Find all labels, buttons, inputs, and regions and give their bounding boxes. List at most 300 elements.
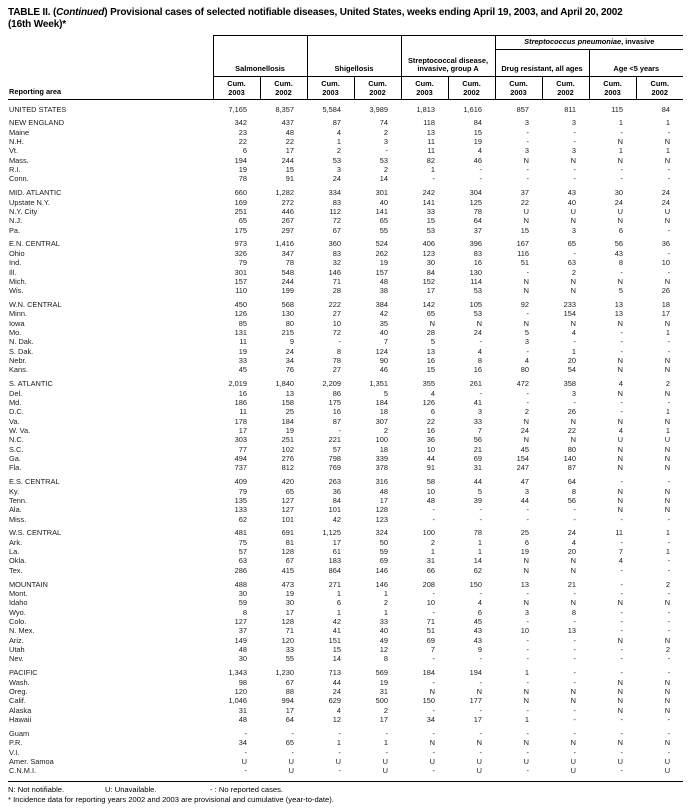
value-cell: 9: [289, 337, 295, 347]
reporting-area-cell: Tex.: [9, 565, 23, 575]
value-cell: 1: [383, 607, 389, 617]
footnotes: [8, 781, 683, 805]
value-cell: 65: [426, 309, 436, 319]
value-cell: 30: [614, 188, 624, 198]
value-cell: 9: [477, 645, 483, 655]
value-cell: 35: [379, 318, 389, 328]
value-cell: 342: [234, 118, 247, 128]
value-cell: 90: [379, 356, 389, 366]
value-cell: 3: [571, 146, 577, 156]
value-cell: 178: [234, 416, 247, 426]
value-cell: 127: [234, 617, 247, 627]
value-cell: 91: [285, 174, 295, 184]
value-cell: -: [573, 127, 577, 137]
value-cell: 16: [238, 388, 247, 398]
value-cell: 44: [426, 454, 436, 464]
value-cell: -: [620, 589, 624, 598]
value-cell: 67: [285, 677, 295, 687]
table-row: [8, 477, 683, 486]
table-row: [8, 268, 683, 277]
value-cell: 184: [422, 668, 436, 678]
value-cell: 301: [234, 267, 247, 277]
value-cell: 112: [329, 206, 342, 216]
value-cell: 62: [238, 514, 247, 524]
value-cell: 17: [473, 714, 483, 724]
value-cell: N: [523, 556, 530, 566]
title-line2: (16th Week)*: [8, 19, 67, 30]
value-cell: 251: [281, 435, 295, 445]
value-cell: 45: [520, 444, 530, 454]
value-cell: 11: [239, 337, 247, 347]
table-row: [8, 347, 683, 356]
col-shigellosis-cum-2003: Cum. 2003: [307, 77, 354, 100]
value-cell: 6: [430, 407, 436, 417]
reporting-area-cell: N.Y. City: [9, 206, 38, 216]
value-cell: 1: [430, 165, 436, 175]
value-cell: 488: [234, 579, 247, 589]
value-cell: -: [432, 589, 436, 598]
value-cell: 1: [524, 714, 530, 724]
value-cell: 481: [234, 528, 247, 538]
value-cell: 128: [281, 547, 295, 557]
value-cell: -: [338, 766, 342, 776]
value-cell: 2: [665, 579, 671, 589]
value-cell: 84: [473, 118, 483, 128]
value-cell: -: [667, 337, 671, 347]
value-cell: -: [338, 747, 342, 757]
value-cell: 150: [469, 579, 483, 589]
reporting-area-cell: Iowa: [9, 318, 25, 328]
value-cell: -: [573, 248, 577, 258]
value-cell: 175: [234, 225, 247, 235]
value-cell: 12: [332, 714, 342, 724]
value-cell: -: [432, 728, 436, 738]
value-cell: -: [620, 728, 624, 738]
value-cell: U: [476, 756, 483, 766]
value-cell: 36: [426, 435, 436, 445]
table-row: [8, 538, 683, 547]
value-cell: 6: [242, 146, 247, 156]
value-cell: U: [523, 206, 530, 216]
value-cell: 67: [332, 225, 342, 235]
value-cell: 473: [281, 579, 295, 589]
table-row: [8, 757, 683, 766]
value-cell: 44: [520, 495, 530, 505]
value-cell: -: [432, 705, 436, 715]
reporting-area-cell: S. ATLANTIC: [9, 379, 53, 389]
value-cell: 22: [520, 197, 530, 207]
value-cell: -: [526, 505, 530, 515]
value-cell: 123: [375, 514, 389, 524]
reporting-area-cell: R.I.: [9, 165, 21, 175]
value-cell: -: [667, 714, 671, 724]
value-cell: 130: [469, 267, 483, 277]
value-cell: U: [617, 435, 624, 445]
value-cell: 6: [618, 225, 624, 235]
col-strep-a-cum-2003: Cum. 2003: [401, 77, 448, 100]
value-cell: 1,230: [275, 668, 295, 678]
value-cell: 151: [328, 635, 342, 645]
value-cell: -: [620, 328, 624, 338]
value-cell: 20: [567, 547, 577, 557]
value-cell: 1,282: [275, 188, 295, 198]
value-cell: 384: [375, 300, 389, 310]
value-cell: 19: [285, 426, 295, 435]
reporting-area-cell: Minn.: [9, 309, 28, 319]
value-cell: 4: [571, 537, 577, 547]
value-cell: -: [526, 766, 530, 776]
value-cell: 33: [238, 356, 247, 366]
value-cell: 56: [567, 495, 577, 505]
value-cell: 79: [238, 486, 247, 496]
value-cell: 15: [285, 165, 295, 175]
value-cell: 80: [567, 444, 577, 454]
value-cell: 40: [379, 328, 389, 338]
value-cell: U: [664, 206, 671, 216]
value-cell: 65: [285, 486, 295, 496]
value-cell: -: [432, 747, 436, 757]
value-cell: 2,209: [322, 379, 342, 389]
reporting-area-cell: W. Va.: [9, 426, 31, 435]
value-cell: -: [667, 225, 671, 235]
value-cell: N: [664, 137, 671, 147]
value-cell: 102: [281, 444, 295, 454]
value-cell: -: [667, 165, 671, 175]
value-cell: 31: [473, 463, 483, 473]
value-cell: 2: [383, 598, 389, 608]
table-row: [8, 319, 683, 328]
value-cell: 49: [379, 635, 389, 645]
value-cell: 120: [281, 635, 295, 645]
value-cell: 48: [379, 486, 389, 496]
value-cell: 44: [332, 677, 342, 687]
value-cell: -: [667, 477, 671, 487]
value-cell: 69: [426, 635, 436, 645]
table-row: [8, 216, 683, 225]
value-cell: N: [570, 738, 577, 748]
reporting-area-cell: Tenn.: [9, 495, 28, 505]
value-cell: 33: [379, 617, 389, 627]
value-cell: N: [664, 444, 671, 454]
value-cell: 12: [379, 645, 389, 655]
table-row: [8, 356, 683, 365]
value-cell: N: [523, 696, 530, 706]
reporting-area-cell: Ill.: [9, 267, 17, 277]
value-cell: -: [526, 127, 530, 137]
value-cell: 186: [234, 397, 247, 407]
value-cell: 91: [426, 463, 436, 473]
reporting-area-cell: Wyo.: [9, 607, 26, 617]
value-cell: 396: [469, 239, 483, 249]
value-cell: 54: [567, 365, 577, 375]
value-cell: 48: [285, 127, 295, 137]
value-cell: U: [570, 766, 577, 776]
value-cell: 37: [520, 188, 530, 198]
reporting-area-cell: Calif.: [9, 696, 26, 706]
reporting-area-cell: Ky.: [9, 486, 20, 496]
value-cell: 19: [473, 137, 483, 147]
value-cell: 16: [332, 407, 342, 417]
notifiable-diseases-table: [8, 35, 683, 776]
value-cell: 263: [328, 477, 342, 487]
value-cell: 769: [328, 463, 342, 473]
value-cell: N: [617, 495, 624, 505]
value-cell: 19: [238, 165, 247, 175]
reporting-area-cell: Pa.: [9, 225, 21, 235]
value-cell: 142: [422, 300, 436, 310]
value-cell: N: [617, 486, 624, 496]
value-cell: 24: [473, 328, 483, 338]
table-row: [8, 598, 683, 607]
strep-group-a-header: Streptococcal disease, invasive, group A: [401, 36, 495, 77]
value-cell: -: [573, 165, 577, 175]
value-cell: -: [479, 728, 483, 738]
value-cell: N: [664, 635, 671, 645]
value-cell: N: [664, 738, 671, 748]
value-cell: 75: [238, 537, 247, 547]
value-cell: N: [429, 686, 436, 696]
value-cell: 4: [336, 127, 342, 137]
table-row: [8, 258, 683, 267]
value-cell: 1: [477, 537, 483, 547]
value-cell: 64: [285, 714, 295, 724]
value-cell: N: [664, 686, 671, 696]
value-cell: 51: [520, 258, 530, 268]
reporting-area-cell: Ga.: [9, 454, 21, 464]
value-cell: 409: [234, 477, 247, 487]
value-cell: 82: [426, 155, 436, 165]
reporting-area-cell: Maine: [9, 127, 30, 137]
value-cell: 7: [430, 645, 436, 655]
value-cell: 13: [426, 127, 436, 137]
value-cell: -: [526, 388, 530, 398]
value-cell: 276: [281, 454, 295, 464]
value-cell: 16: [473, 258, 483, 268]
value-cell: 65: [238, 216, 247, 226]
value-cell: 6: [524, 537, 530, 547]
value-cell: 261: [469, 379, 483, 389]
value-cell: 446: [281, 206, 295, 216]
value-cell: 5: [477, 486, 483, 496]
value-cell: 48: [238, 714, 247, 724]
value-cell: -: [432, 505, 436, 515]
table-row: [8, 626, 683, 635]
reporting-area-cell: Ala.: [9, 505, 22, 515]
value-cell: 326: [234, 248, 247, 258]
value-cell: 15: [426, 216, 436, 226]
value-cell: 101: [328, 505, 342, 515]
value-cell: 78: [473, 528, 483, 538]
value-cell: -: [620, 127, 624, 137]
value-cell: 78: [473, 206, 483, 216]
value-cell: N: [617, 635, 624, 645]
value-cell: -: [526, 165, 530, 175]
footnote-unavailable: U: Unavailable.: [105, 784, 157, 794]
value-cell: U: [241, 756, 247, 766]
value-cell: -: [385, 728, 389, 738]
value-cell: -: [620, 537, 624, 547]
value-cell: 28: [332, 286, 342, 296]
reporting-area-cell: Utah: [9, 645, 25, 655]
value-cell: N: [570, 696, 577, 706]
value-cell: N: [617, 444, 624, 454]
value-cell: -: [620, 565, 624, 575]
table-row: [8, 277, 683, 286]
reporting-area-cell: Vt.: [9, 146, 19, 156]
value-cell: 71: [332, 276, 342, 286]
value-cell: 1: [430, 547, 436, 557]
value-cell: -: [432, 174, 436, 184]
value-cell: 24: [520, 426, 530, 435]
table-row: [8, 556, 683, 565]
table-row: [8, 239, 683, 248]
reporting-area-cell: P.R.: [9, 738, 23, 748]
value-cell: 7: [477, 426, 483, 435]
value-cell: -: [526, 677, 530, 687]
value-cell: 8: [383, 654, 389, 664]
value-cell: 18: [379, 407, 389, 417]
reporting-area-cell: Nebr.: [9, 356, 27, 366]
value-cell: 297: [281, 225, 295, 235]
value-cell: 691: [281, 528, 295, 538]
value-cell: 88: [285, 686, 295, 696]
value-cell: N: [523, 318, 530, 328]
value-cell: 84: [661, 104, 671, 114]
value-cell: 101: [281, 514, 295, 524]
value-cell: 660: [234, 188, 247, 198]
value-cell: N: [664, 356, 671, 366]
value-cell: 74: [379, 118, 389, 128]
value-cell: -: [479, 654, 483, 664]
reporting-area-cell: C.N.M.I.: [9, 766, 37, 776]
value-cell: 71: [426, 617, 436, 627]
value-cell: 14: [379, 174, 389, 184]
reporting-area-cell: N. Dak.: [9, 337, 34, 347]
value-cell: 80: [285, 318, 295, 328]
value-cell: 347: [281, 248, 295, 258]
table-row: [8, 300, 683, 309]
value-cell: 17: [285, 607, 295, 617]
value-cell: 55: [379, 225, 389, 235]
value-cell: 140: [563, 454, 577, 464]
value-cell: 3: [336, 165, 342, 175]
value-cell: 40: [567, 197, 577, 207]
value-cell: N: [476, 738, 483, 748]
value-cell: -: [620, 626, 624, 636]
table-row: [8, 654, 683, 663]
value-cell: 1: [477, 547, 483, 557]
value-cell: 5: [430, 337, 436, 347]
value-cell: N: [664, 416, 671, 426]
value-cell: 194: [469, 668, 483, 678]
value-cell: 973: [234, 239, 247, 249]
value-cell: 3: [524, 146, 530, 156]
value-cell: -: [620, 607, 624, 617]
value-cell: -: [526, 645, 530, 655]
value-cell: 127: [281, 505, 295, 515]
value-cell: 10: [426, 444, 436, 454]
value-cell: 2: [430, 537, 436, 547]
value-cell: 34: [285, 356, 295, 366]
value-cell: N: [664, 388, 671, 398]
value-cell: -: [573, 174, 577, 184]
value-cell: 1: [665, 547, 671, 557]
value-cell: 16: [426, 356, 436, 366]
footnote-no-cases: - : No reported cases.: [210, 784, 284, 794]
value-cell: 57: [238, 547, 247, 557]
value-cell: 146: [375, 565, 389, 575]
reporting-area-cell: N.C.: [9, 435, 24, 445]
shigellosis-group-header: Shigellosis: [307, 36, 401, 77]
value-cell: U: [382, 756, 389, 766]
value-cell: 20: [567, 356, 577, 366]
value-cell: 194: [234, 155, 247, 165]
value-cell: 33: [473, 416, 483, 426]
value-cell: -: [620, 747, 624, 757]
table-row: [8, 547, 683, 556]
value-cell: -: [526, 346, 530, 356]
value-cell: 13: [285, 388, 295, 398]
value-cell: -: [526, 137, 530, 147]
salmonellosis-group-header: Salmonellosis: [213, 36, 307, 77]
value-cell: N: [570, 556, 577, 566]
value-cell: -: [479, 705, 483, 715]
reporting-area-cell: Amer. Samoa: [9, 756, 54, 766]
value-cell: 27: [332, 309, 342, 319]
value-cell: 358: [563, 379, 577, 389]
reporting-area-cell: MOUNTAIN: [9, 579, 48, 589]
value-cell: 19: [520, 547, 530, 557]
value-cell: -: [573, 668, 577, 678]
reporting-area-cell: Idaho: [9, 598, 28, 608]
value-cell: 26: [661, 286, 671, 296]
value-cell: 7: [383, 337, 389, 347]
value-cell: -: [479, 165, 483, 175]
value-cell: U: [476, 766, 483, 776]
table-row: [8, 174, 683, 183]
value-cell: -: [526, 617, 530, 627]
value-cell: -: [479, 337, 483, 347]
value-cell: 2: [383, 127, 389, 137]
value-cell: -: [573, 397, 577, 407]
value-cell: 65: [285, 738, 295, 748]
value-cell: 24: [285, 346, 295, 356]
value-cell: 183: [328, 556, 342, 566]
table-row: [8, 706, 683, 715]
value-cell: -: [479, 589, 483, 598]
value-cell: 141: [422, 197, 436, 207]
value-cell: -: [573, 654, 577, 664]
value-cell: -: [620, 407, 624, 417]
col-salmonellosis-cum-2002: Cum. 2002: [260, 77, 307, 100]
value-cell: 51: [426, 626, 436, 636]
value-cell: 184: [281, 416, 295, 426]
value-cell: N: [617, 598, 624, 608]
reporting-area-cell: Mo.: [9, 328, 22, 338]
value-cell: N: [664, 495, 671, 505]
value-cell: 167: [516, 239, 530, 249]
value-cell: -: [667, 607, 671, 617]
reporting-area-cell: Va.: [9, 416, 20, 426]
value-cell: 141: [375, 206, 389, 216]
reporting-area-cell: V.I.: [9, 747, 20, 757]
value-cell: N: [664, 216, 671, 226]
value-cell: -: [667, 617, 671, 627]
value-cell: -: [667, 267, 671, 277]
value-cell: N: [570, 286, 577, 296]
value-cell: 8: [618, 258, 624, 268]
value-cell: 629: [328, 696, 342, 706]
